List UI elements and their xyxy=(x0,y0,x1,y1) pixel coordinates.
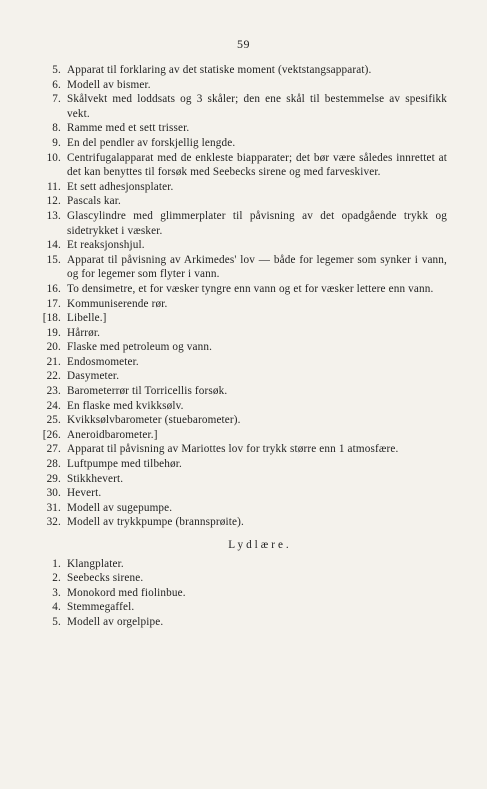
page-number: 59 xyxy=(237,37,250,51)
item-number: 8. xyxy=(52,122,61,135)
item-number: 5. xyxy=(52,64,61,76)
item-number: 13. xyxy=(46,209,61,222)
list-item xyxy=(37,369,447,384)
item-text: Luftpumpe med tilbehør. xyxy=(67,458,182,471)
list-item xyxy=(37,180,447,195)
item-number: 25. xyxy=(46,414,61,427)
item-number: 4. xyxy=(52,601,61,614)
item-number: 17. xyxy=(46,297,61,310)
item-number: 22. xyxy=(46,370,61,383)
item-number: 6. xyxy=(52,78,61,91)
item-text: Modell av trykkpumpe (brannsprøite). xyxy=(67,516,244,529)
item-number: 23. xyxy=(46,385,61,398)
item-text: Apparat til påvisning av Arkimedes' lov — både for legemer som synker i vann, og for legemer som flyter i vann. xyxy=(67,253,447,281)
item-text: Kvikksølvbarometer (stuebarometer). xyxy=(67,414,241,427)
item-number: 24. xyxy=(46,399,61,412)
item-text: En flaske med kvikksølv. xyxy=(67,399,184,412)
item-number: 5. xyxy=(52,615,61,628)
item-number: 14. xyxy=(46,239,61,252)
list-item xyxy=(37,515,447,530)
item-text: Dasymeter. xyxy=(67,370,120,383)
list-item xyxy=(37,121,447,136)
item-number: 28. xyxy=(46,458,61,471)
list-item xyxy=(37,253,447,282)
item-list xyxy=(37,63,447,630)
item-text: Et reaksjonshjul. xyxy=(67,239,145,252)
section-item-list xyxy=(37,557,447,630)
list-item xyxy=(37,209,447,238)
item-text: Stemmegaffel. xyxy=(67,601,135,614)
item-number: 19. xyxy=(46,326,61,339)
item-text: En del pendler av forskjellig lengde. xyxy=(67,136,236,149)
list-item xyxy=(37,571,447,586)
item-text: Skålvekt med loddsats og 3 skåler; den ene skål til bestemmelse av spesifikk vekt. xyxy=(67,93,447,120)
list-item xyxy=(37,326,447,341)
item-text: Pascals kar. xyxy=(67,195,121,208)
list-item xyxy=(37,600,447,615)
item-number: 27. xyxy=(46,443,61,456)
item-number: 9. xyxy=(52,136,61,149)
list-item xyxy=(37,399,447,414)
item-text: Modell av orgelpipe. xyxy=(67,615,164,628)
list-item xyxy=(37,557,447,572)
list-item xyxy=(37,472,447,487)
item-number: 10. xyxy=(46,151,61,164)
list-item xyxy=(37,151,447,180)
list-item xyxy=(37,311,447,326)
item-number: 11. xyxy=(46,180,61,193)
list-item xyxy=(37,442,447,457)
item-number: 7. xyxy=(52,93,61,106)
item-text: Modell av bismer. xyxy=(67,78,151,91)
item-text: Hevert. xyxy=(67,487,102,500)
item-number: 21. xyxy=(46,355,61,368)
item-text: Stikkhevert. xyxy=(67,472,124,485)
list-item xyxy=(37,282,447,297)
list-item xyxy=(37,384,447,399)
list-item xyxy=(37,586,447,601)
list-item xyxy=(37,297,447,312)
item-text: Modell av sugepumpe. xyxy=(67,501,173,514)
section-heading-lydlaere: Lydlære. xyxy=(228,539,292,551)
list-item xyxy=(37,340,447,355)
item-number: 32. xyxy=(46,516,61,529)
item-number: 15. xyxy=(46,253,61,266)
list-item xyxy=(37,355,447,370)
item-text: Barometerrør til Torricellis forsøk. xyxy=(67,385,228,398)
list-item xyxy=(37,615,447,630)
item-text: Et sett adhesjonsplater. xyxy=(67,180,174,193)
list-item xyxy=(37,136,447,151)
item-number: 29. xyxy=(46,472,61,485)
item-text: Apparat til påvisning av Mariottes lov for trykk større enn 1 atmosfære. xyxy=(67,443,399,456)
item-number: 2. xyxy=(52,572,61,585)
item-text: Libelle.] xyxy=(67,312,107,325)
item-text: Aneroidbarometer.] xyxy=(67,428,158,441)
item-number: 3. xyxy=(52,586,61,599)
list-item xyxy=(37,457,447,472)
list-item xyxy=(37,238,447,253)
item-text: Endosmometer. xyxy=(67,355,139,368)
item-number: [18. xyxy=(42,312,61,325)
item-text: Centrifugalapparat med de enkleste biapparater; det bør være således innrettet at det kan benyttes til forsøk med Seebecks sirene og med farveskiver. xyxy=(67,151,447,179)
item-number: 12. xyxy=(46,195,61,208)
item-number: [26. xyxy=(42,428,61,441)
item-number: 31. xyxy=(46,501,61,514)
item-text: Apparat til forklaring av det statiske moment (vektstangsapparat). xyxy=(67,64,372,76)
list-item xyxy=(37,78,447,93)
item-number: 1. xyxy=(52,557,61,570)
item-number: 30. xyxy=(46,487,61,500)
item-text: Hårrør. xyxy=(67,326,101,339)
item-text: To densimetre, et for væsker tyngre enn vann og et for væsker lettere enn vann. xyxy=(67,282,434,295)
list-item xyxy=(37,486,447,501)
item-number: 16. xyxy=(46,282,61,295)
list-item xyxy=(37,501,447,516)
item-text: Seebecks sirene. xyxy=(67,572,144,585)
list-item xyxy=(37,63,447,78)
list-item xyxy=(37,413,447,428)
list-item xyxy=(37,194,447,209)
item-text: Glascylindre med glimmerplater til påvisning av det opadgående trykk og sidetrykket i væsker. xyxy=(67,209,447,237)
item-text: Ramme med et sett trisser. xyxy=(67,122,190,135)
item-text: Kommuniserende rør. xyxy=(67,297,168,310)
list-item xyxy=(37,428,447,443)
item-text: Flaske med petroleum og vann. xyxy=(67,341,213,354)
item-text: Monokord med fiolinbue. xyxy=(67,586,186,599)
item-text: Klangplater. xyxy=(67,557,124,570)
item-number: 20. xyxy=(46,341,61,354)
list-item xyxy=(37,92,447,121)
